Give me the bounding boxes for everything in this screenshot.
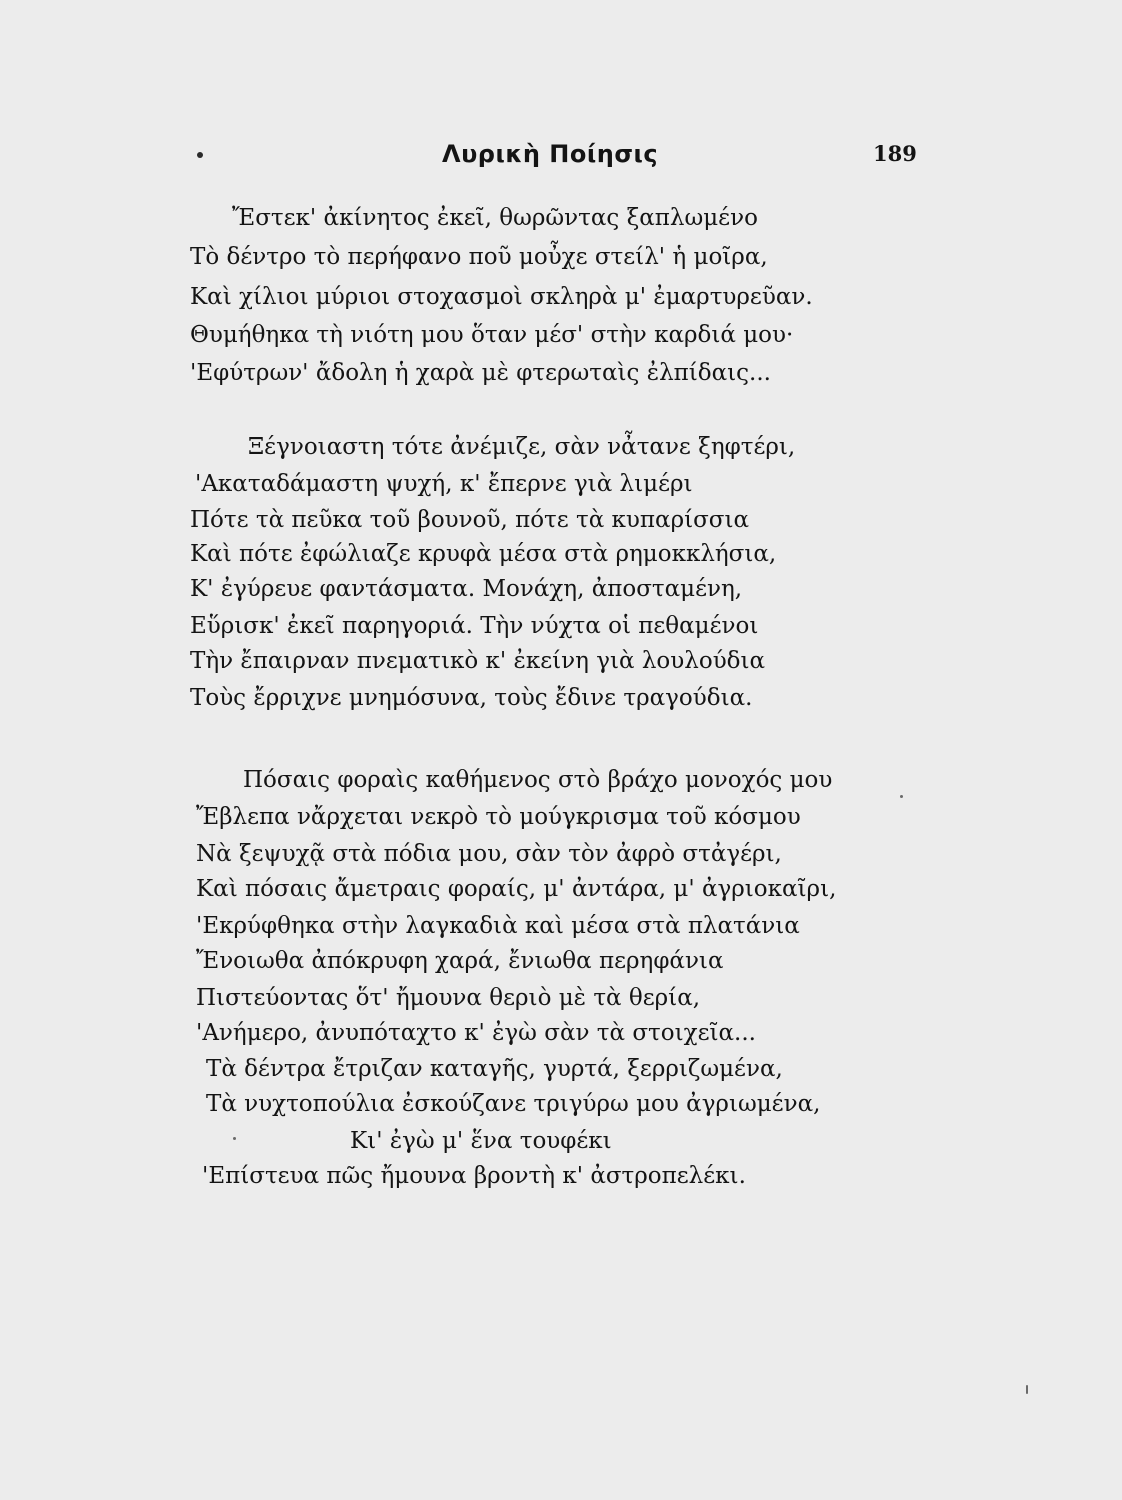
verse-line: Νὰ ξεψυχᾷ στὰ πόδια μου, σὰν τὸν ἀφρὸ στἀγέρι,	[196, 841, 782, 867]
verse-line: Θυμήθηκα τὴ νιότη μου ὅταν μέσ' στὴν καρδιά μου·	[190, 322, 794, 348]
verse-line: Κι' ἐγὼ μ' ἕνα τουφέκι	[350, 1128, 612, 1154]
verse-line: Ἔστεκ' ἀκίνητος ἐκεῖ, θωρῶντας ξαπλωμένο	[232, 205, 758, 231]
header-dot	[197, 152, 203, 158]
verse-line: Τὸ δέντρο τὸ περήφανο ποῦ μοὖχε στείλ' ἡ μοῖρα,	[190, 244, 768, 270]
verse-line: Πόσαις φοραὶς καθήμενος στὸ βράχο μονοχός μου	[243, 767, 833, 793]
verse-line: Τὰ νυχτοπούλια ἐσκούζανε τριγύρω μου ἀγριωμένα,	[206, 1091, 821, 1117]
verse-line: 'Εκρύφθηκα στὴν λαγκαδιὰ καὶ μέσα στὰ πλατάνια	[196, 913, 800, 939]
paper-speck	[1026, 1385, 1028, 1394]
verse-line: 'Επίστευα πῶς ἤμουνα βροντὴ κ' ἀστροπελέκι.	[202, 1163, 746, 1189]
verse-line: Καὶ πόσαις ἄμετραις φοραίς, μ' ἀντάρα, μ' ἀγριοκαῖρι,	[196, 876, 837, 902]
verse-line: Κ' ἐγύρευε φαντάσματα. Μονάχη, ἀποσταμένη,	[190, 576, 743, 602]
verse-line: Τοὺς ἔρριχνε μνημόσυνα, τοὺς ἔδινε τραγούδια.	[190, 685, 753, 711]
verse-line: Εὕρισκ' ἐκεῖ παρηγοριά. Τὴν νύχτα οἱ πεθαμένοι	[190, 613, 759, 639]
verse-line: Ἔβλεπα νἄρχεται νεκρὸ τὸ μούγκρισμα τοῦ κόσμου	[196, 804, 801, 830]
paper-speck	[233, 1137, 236, 1140]
verse-line: Πότε τὰ πεῦκα τοῦ βουνοῦ, πότε τὰ κυπαρίσσια	[190, 507, 750, 533]
paper-speck	[900, 795, 903, 798]
page-number: 189	[873, 141, 917, 166]
verse-line: 'Εφύτρων' ἄδολη ἡ χαρὰ μὲ φτερωταὶς ἐλπίδαις...	[190, 360, 771, 386]
verse-line: Καὶ πότε ἐφώλιαζε κρυφὰ μέσα στὰ ρημοκκλήσια,	[190, 541, 777, 567]
verse-line: Τὰ δέντρα ἔτριζαν καταγῆς, γυρτά, ξερριζωμένα,	[206, 1056, 783, 1082]
verse-line: Ξέγνοιαστη τότε ἀνέμιζε, σὰν νἆτανε ξηφτέρι,	[248, 434, 796, 460]
verse-line: Πιστεύοντας ὅτ' ἤμουνα θεριὸ μὲ τὰ θερία,	[196, 985, 701, 1011]
verse-line: 'Ακαταδάμαστη ψυχή, κ' ἔπερνε γιὰ λιμέρι	[195, 471, 693, 497]
verse-line: Ἔνοιωθα ἀπόκρυφη χαρά, ἔνιωθα περηφάνια	[196, 948, 724, 974]
verse-line: Καὶ χίλιοι μύριοι στοχασμοὶ σκληρὰ μ' ἐμαρτυρεῦαν.	[190, 284, 813, 310]
verse-line: Τὴν ἔπαιρναν πνεματικὸ κ' ἐκείνη γιὰ λουλούδια	[190, 648, 766, 674]
running-title: Λυρικὴ Ποίησις	[442, 140, 659, 168]
verse-line: 'Ανήμερο, ἀνυπόταχτο κ' ἐγὼ σὰν τὰ στοιχεῖα...	[196, 1020, 756, 1046]
